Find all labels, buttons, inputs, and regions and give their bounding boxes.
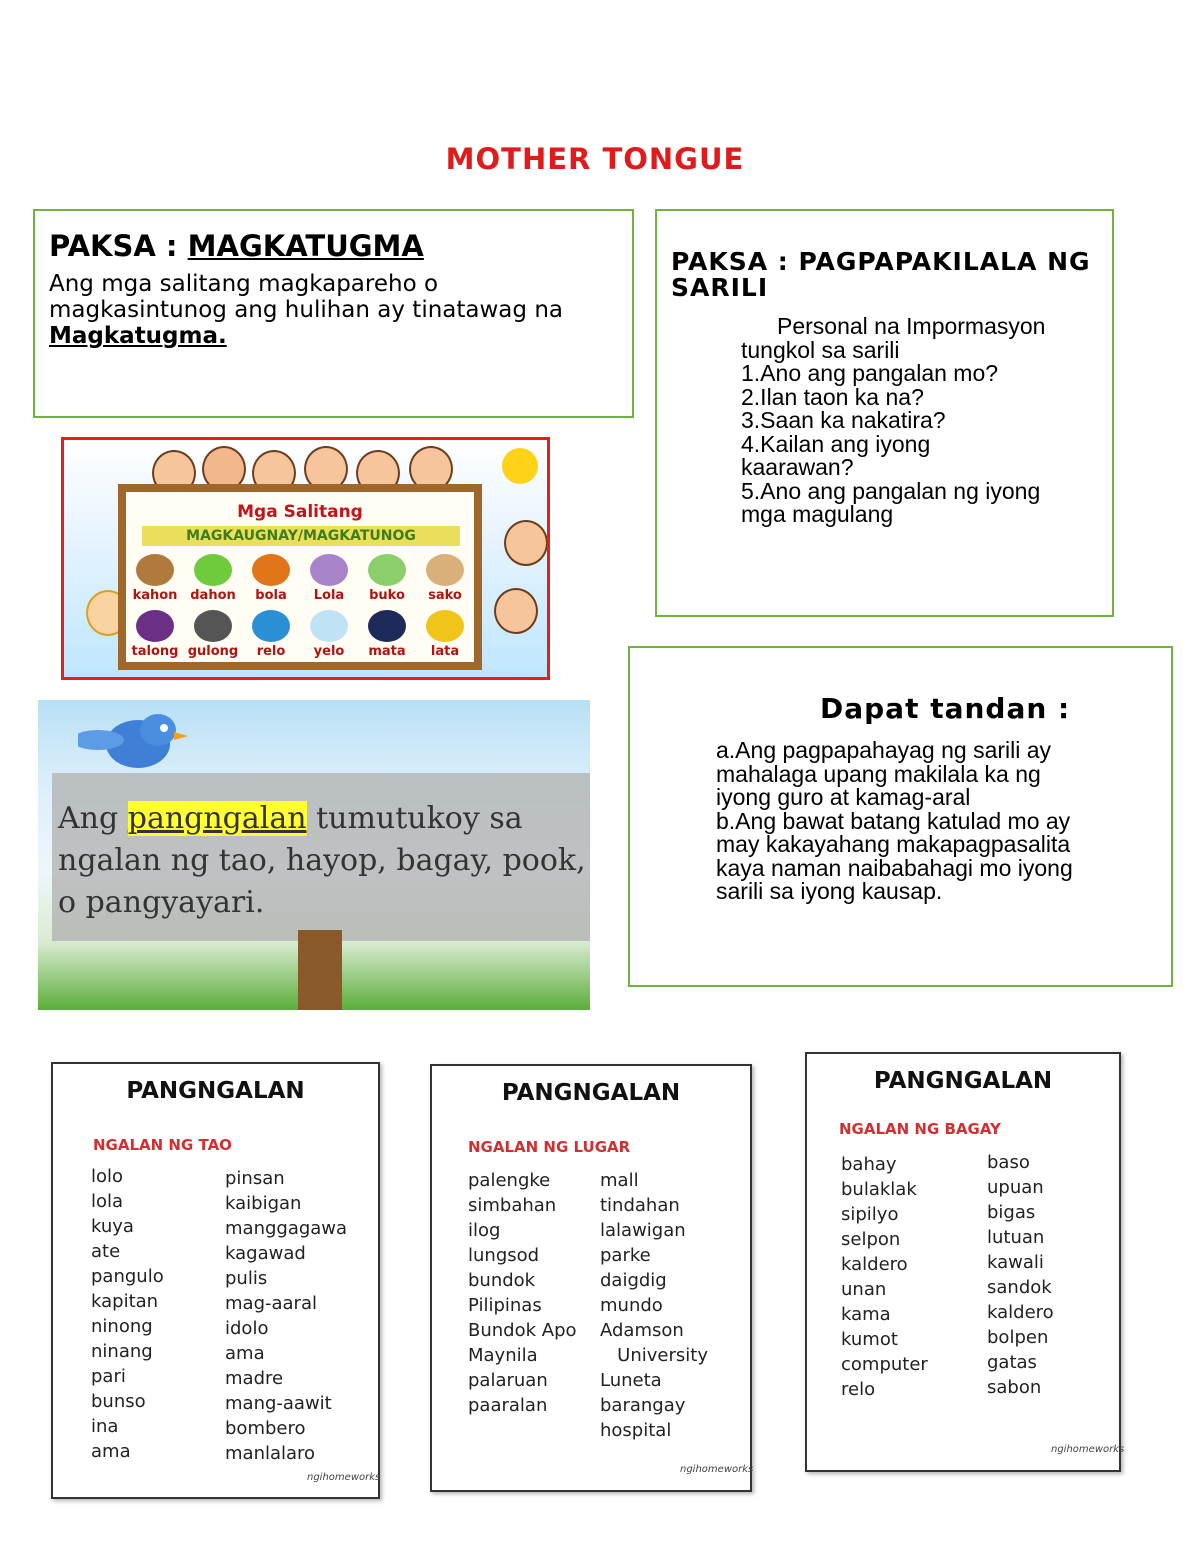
word-label: Lola (313, 588, 345, 603)
word-label: dahon (190, 588, 236, 603)
heading-topic: MAGKATUGMA (187, 229, 424, 263)
word-item: mundo (600, 1295, 663, 1316)
word-item: paaralan (468, 1395, 548, 1416)
card-column (225, 1168, 347, 1468)
word-item: ilog (468, 1220, 501, 1241)
word-item: baso (987, 1152, 1030, 1173)
word-item: University (600, 1345, 708, 1366)
magkatugma-definition (49, 271, 618, 349)
word-item: Bundok Apo (468, 1320, 577, 1341)
word-picture (359, 610, 415, 642)
def-before: Ang (58, 801, 128, 836)
reminder-line: iyong guro at kamag-aral (716, 784, 971, 810)
word-item: kama (841, 1304, 891, 1325)
word-picture (127, 554, 183, 586)
salitang-magkatunog-image (61, 437, 550, 680)
row2-icons (126, 610, 474, 642)
word-picture (127, 610, 183, 642)
question-line: 2.Ilan taon ka na? (741, 383, 924, 410)
dapat-tandan-heading: Dapat tandan : (820, 692, 1071, 725)
kahon-icon (136, 554, 174, 586)
word-item: idolo (225, 1318, 269, 1339)
word-item: lungsod (468, 1245, 540, 1266)
word-item: Luneta (600, 1370, 662, 1391)
word-item: madre (225, 1368, 284, 1389)
dahon-icon (194, 554, 232, 586)
word-item: parke (600, 1245, 651, 1266)
word-picture (301, 554, 357, 586)
question-line: 3.Saan ka nakatira? (741, 407, 946, 433)
word-picture (417, 554, 473, 586)
reminder-line: mahalaga upang makilala ka ng (716, 760, 1041, 787)
word-item: lutuan (987, 1227, 1045, 1248)
yelo-icon (310, 610, 348, 642)
word-label: sako (428, 588, 462, 603)
sun-icon (502, 448, 538, 484)
magkatugma-heading (49, 229, 618, 263)
word-item: lolo (91, 1166, 124, 1187)
word-item: mag-aaral (225, 1293, 317, 1314)
card-signature: ngihomeworks (680, 1464, 754, 1475)
word-item: unan (841, 1279, 887, 1300)
lola-icon (310, 554, 348, 586)
bola-icon (252, 554, 290, 586)
card-subheading: NGALAN NG BAGAY (839, 1120, 1001, 1138)
question-line: Personal na Impormasyon (777, 313, 1046, 339)
def-highlight: pangngalan (127, 801, 307, 836)
word-item: pulis (225, 1268, 268, 1289)
word-picture (243, 610, 299, 642)
reminder-line: a.Ang pagpapahayag ng sarili ay (716, 737, 1052, 763)
word-item: kumot (841, 1329, 898, 1350)
word-item: mall (600, 1170, 639, 1191)
word-picture (185, 610, 241, 642)
word-item: mang-aawit (225, 1393, 332, 1414)
word-item: barangay (600, 1395, 686, 1416)
pangngalan-lugar-card (430, 1064, 752, 1492)
word-item: bunso (91, 1391, 146, 1412)
word-item: sabon (987, 1377, 1042, 1398)
word-item: palengke (468, 1170, 551, 1191)
word-item: hospital (600, 1420, 672, 1441)
word-item: ninang (91, 1341, 153, 1362)
row1-words (126, 588, 474, 603)
row1-icons (126, 554, 474, 586)
card-column (91, 1166, 164, 1466)
reminder-line: sarili sa iyong kausap. (716, 878, 943, 904)
pangngalan-image (38, 700, 590, 1010)
row2-words (126, 644, 474, 659)
dapat-tandan-box (628, 646, 1173, 987)
card-column (468, 1170, 577, 1420)
word-item: sipilyo (841, 1204, 899, 1225)
word-item: upuan (987, 1177, 1044, 1198)
child-face (494, 588, 538, 634)
word-label: relo (256, 644, 286, 659)
word-item: kuya (91, 1216, 134, 1237)
child-face (504, 520, 548, 566)
question-line: tungkol sa sarili (741, 336, 900, 363)
word-label: gulong (187, 644, 239, 659)
word-item: Pilipinas (468, 1295, 542, 1316)
buko-icon (368, 554, 406, 586)
talong-icon (136, 610, 174, 642)
pangngalan-definition (58, 798, 588, 924)
word-item: ina (91, 1416, 119, 1437)
word-item: kagawad (225, 1243, 306, 1264)
word-label: yelo (313, 644, 345, 659)
sako-icon (426, 554, 464, 586)
word-item: kapitan (91, 1291, 159, 1312)
word-label: kahon (132, 588, 178, 603)
magkatugma-box (33, 209, 634, 418)
card-signature: ngihomeworks (1051, 1444, 1125, 1455)
word-item: lola (91, 1191, 124, 1212)
word-item: kaldero (841, 1254, 908, 1275)
tree-trunk (298, 930, 342, 1010)
word-item: kaibigan (225, 1193, 302, 1214)
mata-icon (368, 610, 406, 642)
pagpapakilala-heading: PAKSA : PAGPAPAKILALA NG SARILI (671, 247, 1091, 302)
word-item: bahay (841, 1154, 897, 1175)
word-label: mata (368, 644, 406, 659)
card-signature: ngihomeworks (307, 1472, 381, 1483)
word-picture (243, 554, 299, 586)
word-label: talong (131, 644, 179, 659)
word-item: lalawigan (600, 1220, 686, 1241)
word-item: pinsan (225, 1168, 285, 1189)
word-item: ama (91, 1441, 131, 1462)
word-item: pangulo (91, 1266, 164, 1287)
word-item: bolpen (987, 1327, 1049, 1348)
word-label: buko (369, 588, 405, 603)
def-after: tumutukoy sa ngalan ng tao, hayop, bagay, pook, o pangyayari. (58, 801, 586, 920)
reminder-line: kaya naman naibabahagi mo iyong (716, 854, 1073, 881)
word-picture (359, 554, 415, 586)
definition-text: Ang mga salitang magkapareho o magkasintunog ang hulihan ay tinatawag na (49, 271, 563, 323)
word-label: lata (430, 644, 460, 659)
word-item: bigas (987, 1202, 1036, 1223)
word-item: tindahan (600, 1195, 680, 1216)
question-line: 4.Kailan ang iyong (741, 430, 931, 457)
pangngalan-bagay-card (805, 1052, 1125, 1472)
reminder-list (716, 739, 1157, 904)
card-subheading: NGALAN NG TAO (93, 1136, 232, 1154)
word-item: kaldero (987, 1302, 1054, 1323)
pangngalan-tao-card (51, 1062, 380, 1499)
question-list (741, 315, 1098, 527)
word-item: manlalaro (225, 1443, 316, 1464)
word-item: gatas (987, 1352, 1037, 1373)
word-item: relo (841, 1379, 876, 1400)
word-label: bola (255, 588, 287, 603)
word-item: computer (841, 1354, 928, 1375)
word-item: kawali (987, 1252, 1044, 1273)
question-line: 5.Ano ang pangalan ng iyong (741, 477, 1041, 504)
bluebird-icon (78, 700, 208, 780)
word-picture (417, 610, 473, 642)
reminder-line: may kakayahang makapagpasalita (716, 831, 1071, 857)
word-item: bombero (225, 1418, 306, 1439)
page-title: MOTHER TONGUE (445, 142, 745, 176)
word-item: ate (91, 1241, 121, 1262)
word-item: pari (91, 1366, 126, 1387)
card-column (600, 1170, 708, 1445)
word-item: ama (225, 1343, 265, 1364)
relo-icon (252, 610, 290, 642)
word-item: sandok (987, 1277, 1052, 1298)
word-picture (301, 610, 357, 642)
card-column (841, 1154, 928, 1404)
lata-icon (426, 610, 464, 642)
word-item: daigdig (600, 1270, 667, 1291)
heading-prefix: PAKSA : (49, 229, 188, 263)
word-item: bulaklak (841, 1179, 917, 1200)
card-column (987, 1152, 1054, 1402)
card-heading: PANGNGALAN (501, 1080, 681, 1106)
word-item: palaruan (468, 1370, 548, 1391)
question-line: kaarawan? (741, 454, 854, 480)
word-item: ninong (91, 1316, 153, 1337)
card-heading: PANGNGALAN (126, 1078, 305, 1104)
question-line: 1.Ano ang pangalan mo? (741, 360, 999, 386)
word-item: Maynila (468, 1345, 538, 1366)
reminder-line: b.Ang bawat batang katulad mo ay (716, 807, 1071, 834)
word-board (118, 484, 482, 670)
pagpapakilala-box (655, 209, 1114, 617)
word-item: simbahan (468, 1195, 557, 1216)
question-line: mga magulang (741, 501, 894, 527)
definition-term: Magkatugma. (49, 323, 227, 349)
word-item: bundok (468, 1270, 536, 1291)
word-item: Adamson (600, 1320, 684, 1341)
word-item: manggagawa (225, 1218, 348, 1239)
board-title: Mga Salitang (237, 502, 363, 522)
word-picture (185, 554, 241, 586)
card-heading: PANGNGALAN (873, 1068, 1053, 1094)
card-subheading: NGALAN NG LUGAR (468, 1138, 631, 1156)
word-item: selpon (841, 1229, 901, 1250)
gulong-icon (194, 610, 232, 642)
board-banner: MAGKAUGNAY/MAGKATUNOG (142, 526, 460, 546)
